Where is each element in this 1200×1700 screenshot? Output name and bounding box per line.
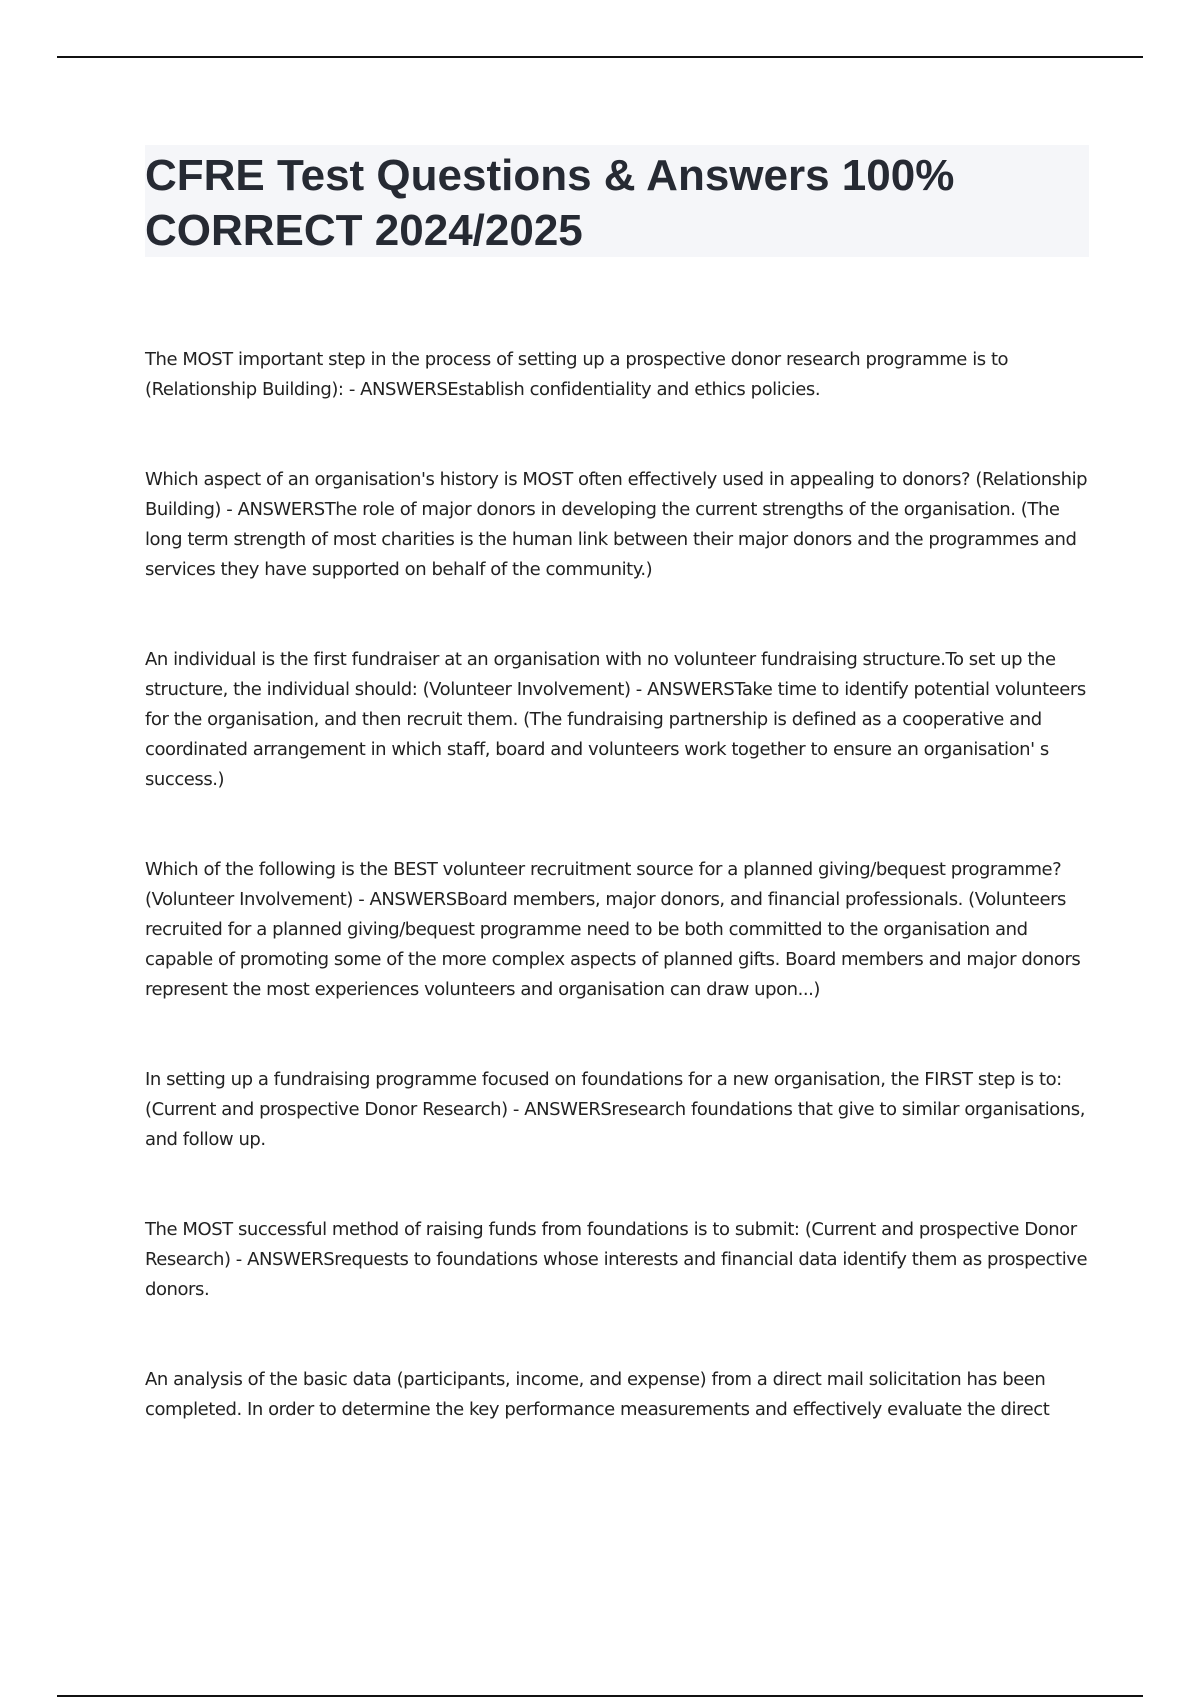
- qa-entry-4: Which of the following is the BEST volunteer recruitment source for a planned giving/bequest programme? (Volunteer Involvement) - ANSWERSBoard members, major donors, and financial professionals. (Volunteers recruited for a planned giving/bequest programme need to be both committed to the organisation and capable of promoting some of the more complex aspects of planned gifts. Board members and major donors represent the most experiences volunteers and organisation can draw upon...): [145, 859, 1081, 1000]
- qa-entry-3: An individual is the first fundraiser at an organisation with no volunteer fundraising structure.To set up the structure, the individual should: (Volunteer Involvement) - ANSWERSTake time to identify potential volunteers for the organisation, and then recruit them. (The fundraising partnership is defined as a cooperative and coordinated arrangement in which staff, board and volunteers work together to ensure an organisation' s success.): [145, 649, 1086, 790]
- qa-list: [145, 345, 1095, 1425]
- top-divider: [57, 56, 1143, 58]
- bottom-divider: [57, 1695, 1143, 1697]
- qa-entry-7: An analysis of the basic data (participants, income, and expense) from a direct mail solicitation has been completed. In order to determine the key performance measurements and effectively evaluate the direct: [145, 1369, 1050, 1420]
- qa-entry-1: The MOST important step in the process of setting up a prospective donor research programme is to (Relationship Building): - ANSWERSEstablish confidentiality and ethics policies.: [145, 349, 1009, 400]
- document-title: CFRE Test Questions & Answers 100% CORRECT 2024/2025: [145, 151, 955, 255]
- qa-entry-6: The MOST successful method of raising funds from foundations is to submit: (Current and prospective Donor Research) - ANSWERSrequests to foundations whose interests and financial data identify them as prospective donors.: [145, 1219, 1088, 1300]
- qa-entry-2: Which aspect of an organisation's history is MOST often effectively used in appealing to donors? (Relationship Building) - ANSWERSThe role of major donors in developing the current strengths of the organisation. (The long term strength of most charities is the human link between their major donors and the programmes and services they have supported on behalf of the community.): [145, 469, 1088, 580]
- qa-entry-5: In setting up a fundraising programme focused on foundations for a new organisation, the FIRST step is to: (Current and prospective Donor Research) - ANSWERSresearch foundations that give to similar organisations, and follow up.: [145, 1069, 1085, 1150]
